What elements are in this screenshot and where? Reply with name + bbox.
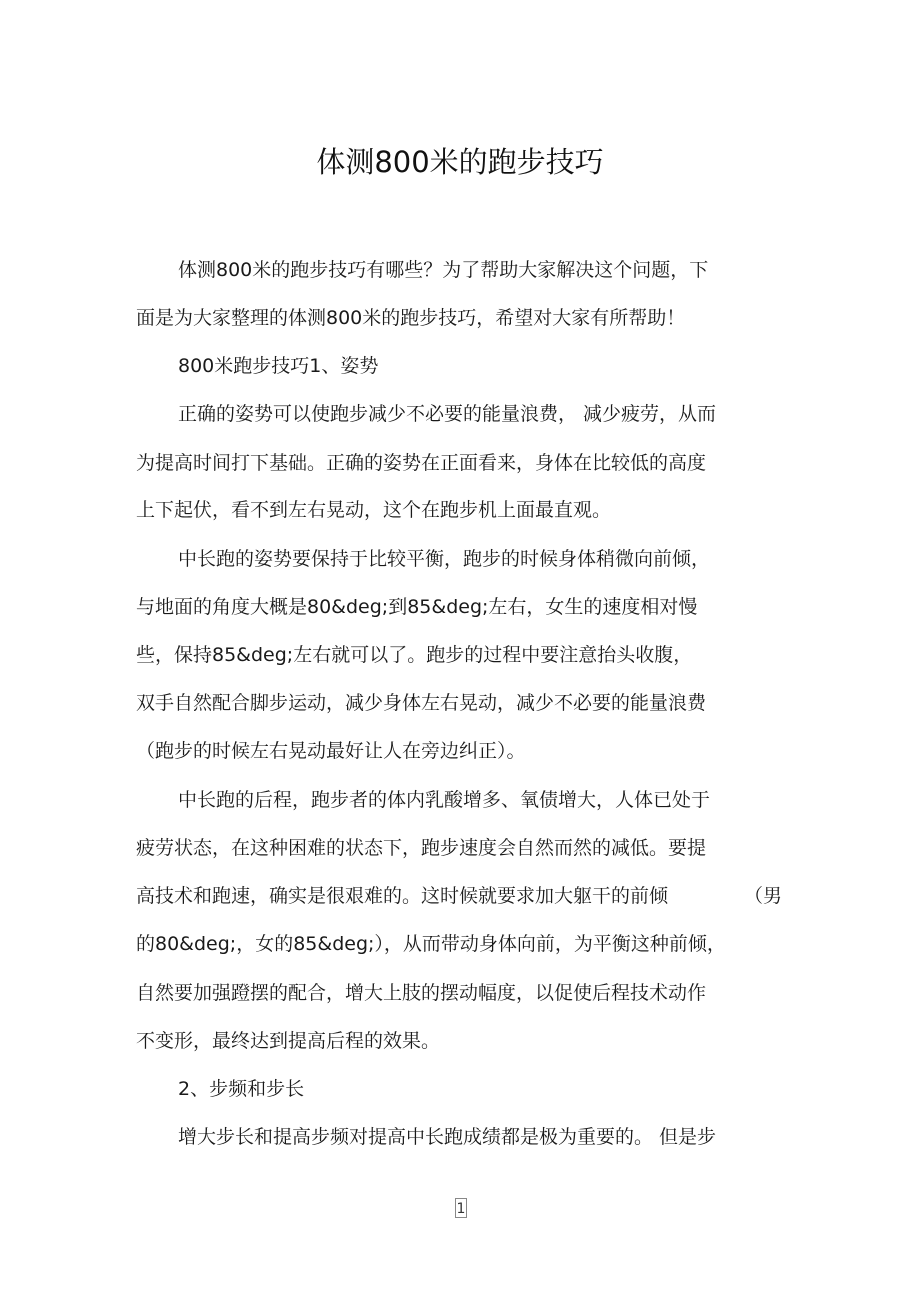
paragraph-line: 中长跑的姿势要保持于比较平衡，跑步的时候身体稍微向前倾，: [178, 548, 711, 570]
section-heading: 2、步频和步长: [178, 1078, 305, 1100]
paragraph-line: 上下起伏，看不到左右晃动，这个在跑步机上面最直观。: [136, 499, 612, 521]
paragraph-line: 不变形，最终达到提高后程的效果。: [136, 1030, 441, 1052]
paragraph-line: 体测800米的跑步技巧有哪些？为了帮助大家解决这个问题，下: [178, 259, 709, 281]
page-number: 1: [455, 1198, 467, 1218]
paragraph-line: 中长跑的后程，跑步者的体内乳酸增多、氧债增大，人体已处于: [178, 789, 711, 811]
paragraph-line: 自然要加强蹬摆的配合，增大上肢的摆动幅度，以促使后程技术动作: [136, 982, 707, 1004]
paragraph-line: 疲劳状态，在这种困难的状态下，跑步速度会自然而然的减低。要提: [136, 837, 707, 859]
paragraph-line: 为提高时间打下基础。正确的姿势在正面看来，身体在比较低的高度: [136, 452, 707, 474]
paragraph-line: （跑步的时候左右晃动最好让人在旁边纠正）。: [136, 740, 526, 762]
paragraph-line: 增大步长和提高步频对提高中长跑成绩都是极为重要的。 但是步: [178, 1126, 717, 1148]
paragraph-line: 高技术和跑速，确实是很艰难的。这时候就要求加大躯干的前倾: [136, 885, 669, 907]
paragraph-line-fragment: （男: [744, 885, 783, 907]
paragraph-line: 双手自然配合脚步运动，减少身体左右晃动，减少不必要的能量浪费: [136, 692, 707, 714]
paragraph-line: 正确的姿势可以使跑步减少不必要的能量浪费， 减少疲劳，从而: [178, 403, 717, 425]
paragraph-line: 面是为大家整理的体测800米的跑步技巧，希望对大家有所帮助！: [136, 307, 686, 329]
paragraph-line: 些，保持85&deg;左右就可以了。跑步的过程中要注意抬头收腹，: [136, 644, 693, 666]
paragraph-line: 与地面的角度大概是80&deg;到85&deg;左右，女生的速度相对慢: [136, 596, 698, 618]
paragraph-line: 的80&deg;，女的85&deg;），从而带动身体向前，为平衡这种前倾，: [136, 933, 726, 955]
section-heading: 800米跑步技巧1、姿势: [178, 355, 379, 377]
document-title: 体测800米的跑步技巧: [316, 145, 604, 179]
